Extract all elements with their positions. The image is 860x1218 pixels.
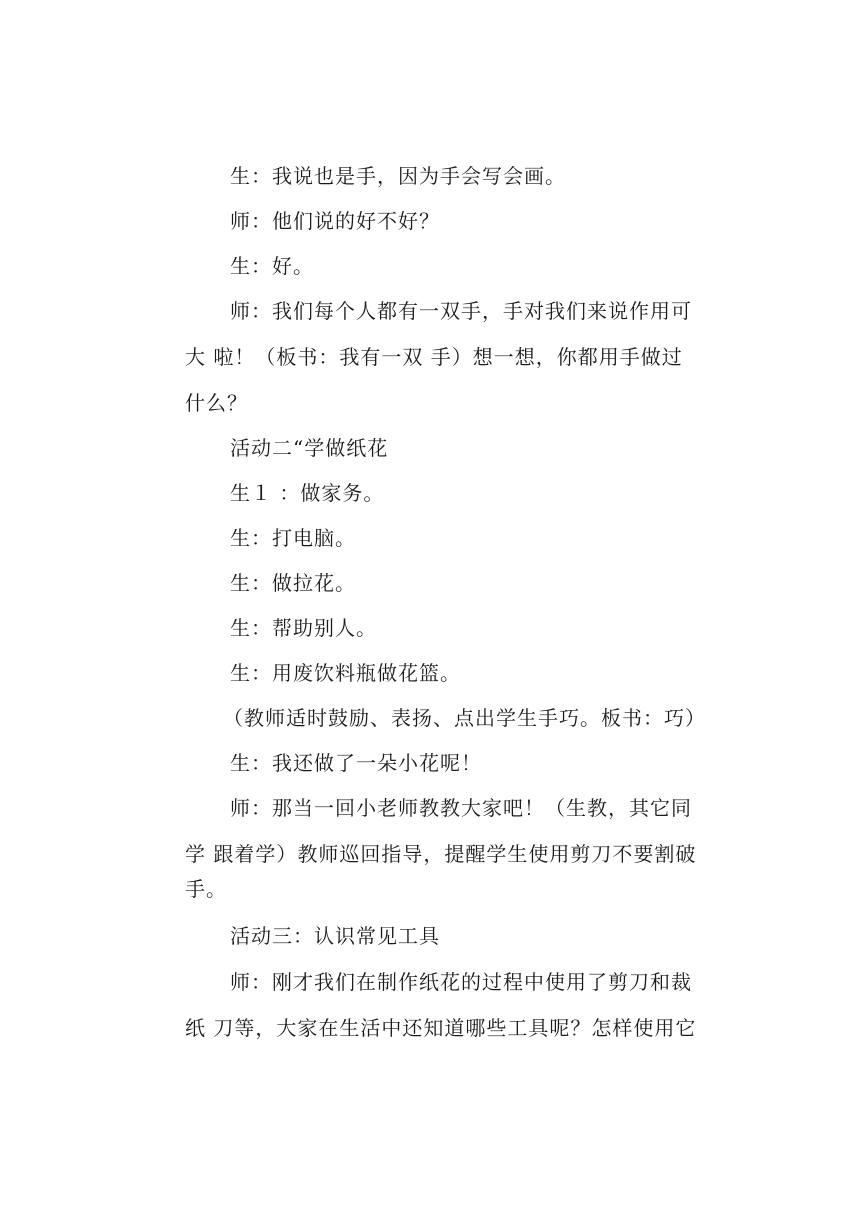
text-line-12: 生：用废饮料瓶做花篮。 bbox=[230, 661, 461, 685]
text-line-14: 生：我还做了一朵小花呢！ bbox=[230, 751, 482, 775]
text-line-10: 生：做拉花。 bbox=[230, 571, 356, 595]
text-line-15: 师：那当一回小老师教教大家吧！（生教，其它同 bbox=[230, 796, 692, 820]
text-line-17: 手。 bbox=[185, 877, 227, 901]
text-line-1: 生：我说也是手，因为手会写会画。 bbox=[230, 164, 566, 188]
text-line-11: 生：帮助别人。 bbox=[230, 616, 377, 640]
text-line-16: 学 跟着学）教师巡回指导，提醒学生使用剪刀不要割破 bbox=[185, 842, 697, 866]
text-line-8: 生１ ：做家务。 bbox=[230, 481, 385, 505]
text-line-20: 纸 刀等，大家在生活中还知道哪些工具呢？怎样使用它 bbox=[185, 1016, 697, 1040]
section-heading-activity-3: 活动三：认识常见工具 bbox=[230, 924, 440, 948]
text-line-5: 大 啦！（板书：我有一双 手）想一想，你都用手做过 bbox=[185, 345, 683, 369]
text-line-13: （教师适时鼓励、表扬、点出学生手巧。板书：巧） bbox=[223, 706, 706, 730]
section-heading-activity-2: 活动二“学做纸花 bbox=[230, 436, 389, 460]
text-line-9: 生：打电脑。 bbox=[230, 526, 356, 550]
text-line-2: 师：他们说的好不好？ bbox=[230, 209, 440, 233]
text-line-3: 生：好。 bbox=[230, 254, 314, 278]
text-line-4: 师：我们每个人都有一双手，手对我们来说作用可 bbox=[230, 299, 692, 323]
text-line-19: 师：刚才我们在制作纸花的过程中使用了剪刀和裁 bbox=[230, 970, 692, 994]
text-line-6: 什么？ bbox=[185, 391, 248, 415]
